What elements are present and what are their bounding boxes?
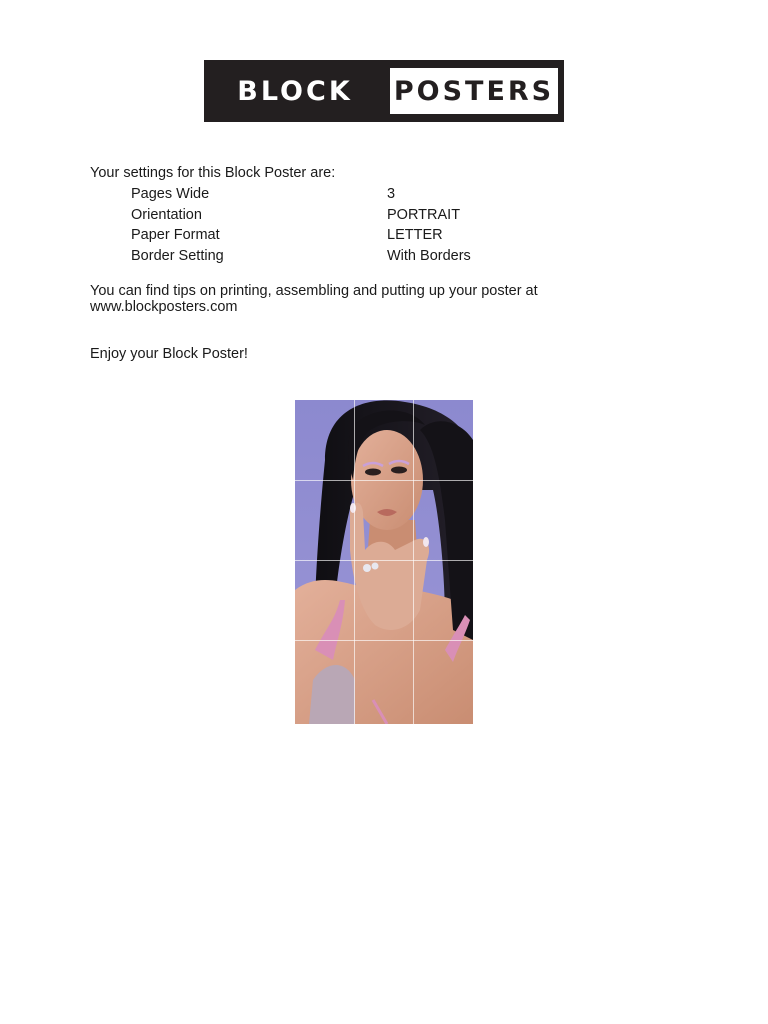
block-posters-logo: [204, 60, 564, 122]
grid-line-vertical: [413, 400, 414, 724]
grid-line-vertical: [354, 400, 355, 724]
setting-row-pages-wide: [131, 185, 571, 206]
setting-value: 3: [387, 186, 396, 202]
setting-row-paper-format: [131, 226, 571, 247]
grid-line-horizontal: [295, 480, 473, 481]
poster-preview-image: [295, 400, 473, 724]
settings-intro: Your settings for this Block Poster are:: [90, 165, 336, 181]
setting-value: With Borders: [387, 248, 471, 265]
settings-list: [131, 185, 571, 268]
portrait-illustration: [295, 400, 473, 724]
setting-row-border-setting: [131, 247, 571, 268]
logo-word-block: BLOCK: [237, 75, 353, 107]
grid-line-horizontal: [295, 640, 473, 641]
setting-label: Border Setting: [131, 248, 224, 265]
grid-line-horizontal: [295, 560, 473, 561]
setting-label: Paper Format: [131, 227, 220, 244]
logo-word-posters: POSTERS: [390, 68, 558, 114]
setting-label: Pages Wide: [131, 186, 210, 202]
enjoy-text: Enjoy your Block Poster!: [90, 346, 248, 362]
setting-row-orientation: [131, 206, 571, 227]
setting-value: LETTER: [387, 227, 443, 244]
setting-value: PORTRAIT: [387, 206, 461, 223]
setting-label: Orientation: [131, 206, 202, 223]
tips-text: You can find tips on printing, assembling and putting up your poster at www.blockposters.com: [90, 283, 538, 315]
